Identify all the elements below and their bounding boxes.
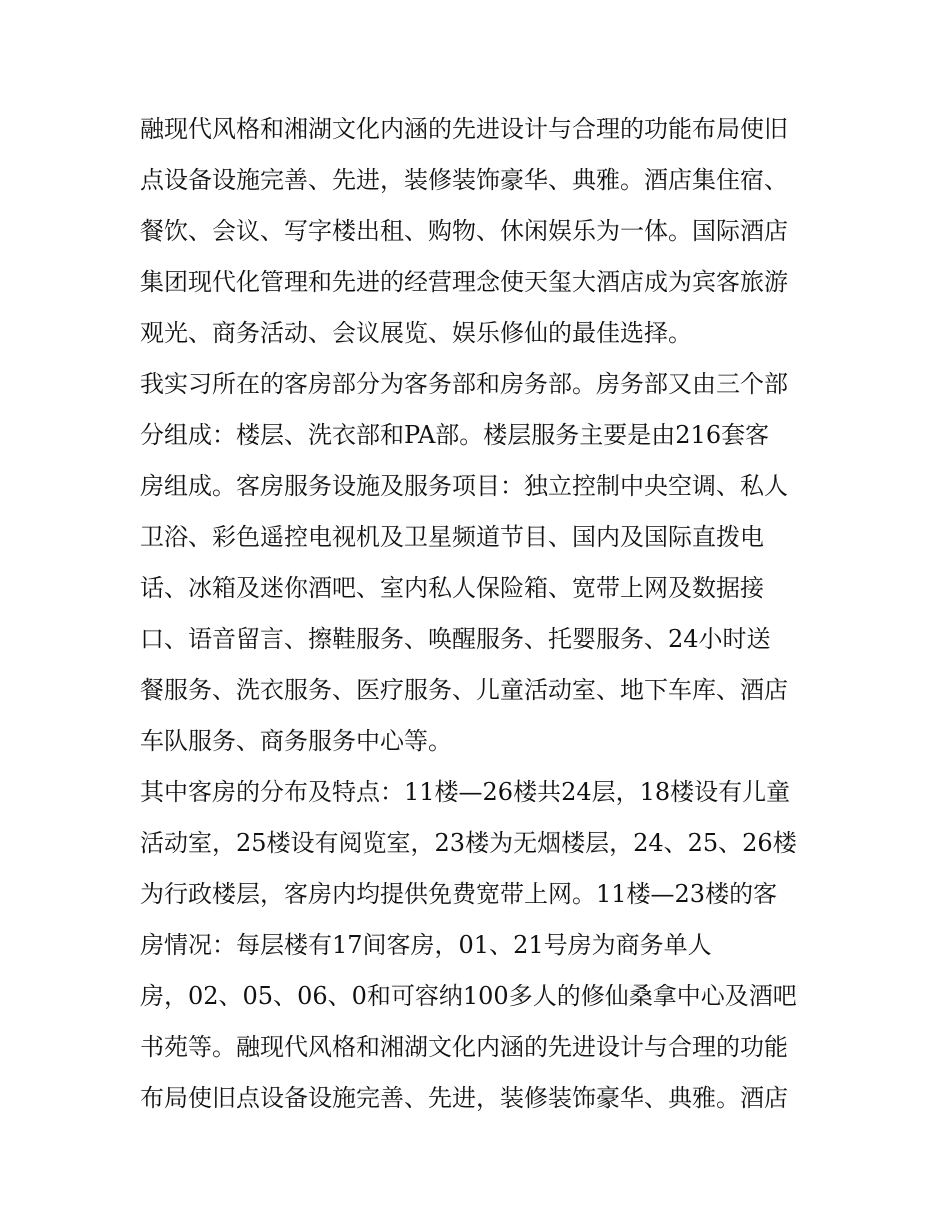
text-line: 卫浴、彩色遥控电视机及卫星频道节目、国内及国际直拨电 (140, 523, 764, 551)
text-line: 房组成。客房服务设施及服务项目：独立控制中央空调、私人 (140, 472, 788, 500)
text-line: 书苑等。融现代风格和湘湖文化内涵的先进设计与合理的功能 (140, 1033, 788, 1061)
text-line: 布局使旧点设备设施完善、先进，装修装饰豪华、典雅。酒店 (140, 1084, 788, 1112)
text-line: 点设备设施完善、先进，装修装饰豪华、典雅。酒店集住宿、 (140, 166, 788, 194)
text-line: 分组成：楼层、洗衣部和PA部。楼层服务主要是由216套客 (140, 421, 770, 449)
text-line: 话、冰箱及迷你酒吧、室内私人保险箱、宽带上网及数据接 (140, 574, 764, 602)
text-line: 车队服务、商务服务中心等。 (140, 727, 452, 755)
text-line: 我实习所在的客房部分为客务部和房务部。房务部又由三个部 (140, 370, 788, 398)
text-line: 活动室，25楼设有阅览室，23楼为无烟楼层，24、25、26楼 (140, 829, 797, 857)
text-line: 餐服务、洗衣服务、医疗服务、儿童活动室、地下车库、酒店 (140, 676, 788, 704)
text-line: 房情况：每层楼有17间客房，01、21号房为商务单人 (140, 931, 712, 959)
body-text (140, 104, 820, 1124)
text-line: 其中客房的分布及特点：11楼—26楼共24层，18楼设有儿童 (140, 778, 791, 806)
text-line: 餐饮、会议、写字楼出租、购物、休闲娱乐为一体。国际酒店 (140, 217, 788, 245)
text-line: 融现代风格和湘湖文化内涵的先进设计与合理的功能布局使旧 (140, 115, 788, 143)
text-line: 观光、商务活动、会议展览、娱乐修仙的最佳选择。 (140, 319, 692, 347)
text-line: 口、语音留言、擦鞋服务、唤醒服务、托婴服务、24小时送 (140, 625, 771, 653)
text-line: 房，02、05、06、0和可容纳100多人的修仙桑拿中心及酒吧 (140, 982, 797, 1010)
text-line: 为行政楼层，客房内均提供免费宽带上网。11楼—23楼的客 (140, 880, 778, 908)
text-line: 集团现代化管理和先进的经营理念使天玺大酒店成为宾客旅游 (140, 268, 788, 296)
